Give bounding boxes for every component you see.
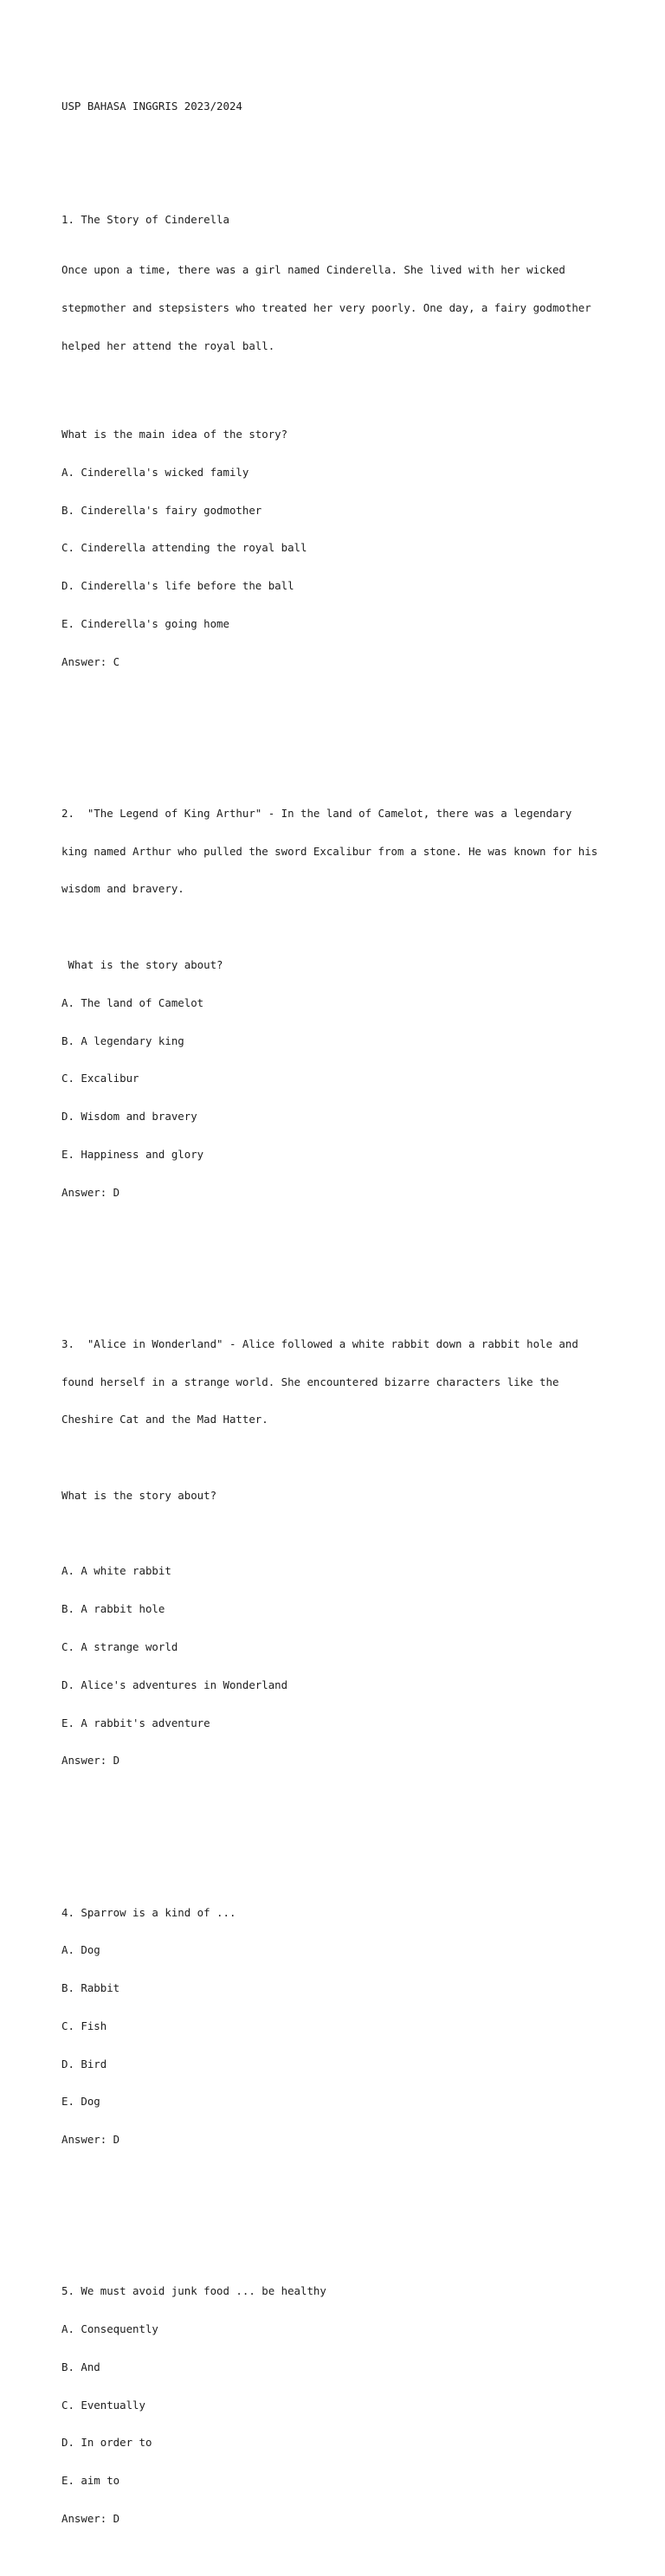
question-2-answer: Answer: D bbox=[61, 1185, 120, 1199]
question-1 bbox=[61, 189, 633, 694]
question-1-option-b: B. Cinderella's fairy godmother bbox=[61, 503, 262, 517]
question-4-option-d: D. Bird bbox=[61, 2057, 107, 2070]
question-4-prompt: 4. Sparrow is a kind of ... bbox=[61, 1905, 236, 1919]
question-1-option-a: A. Cinderella's wicked family bbox=[61, 465, 249, 479]
question-2-option-b: B. A legendary king bbox=[61, 1034, 184, 1047]
question-3-passage-line: Cheshire Cat and the Mad Hatter. bbox=[61, 1413, 268, 1426]
question-1-passage-line: helped her attend the royal ball. bbox=[61, 338, 275, 352]
question-1-answer: Answer: C bbox=[61, 654, 120, 668]
question-1-passage-line: Once upon a time, there was a girl named Cinderella. She lived with her wicked bbox=[61, 263, 565, 277]
question-3-passage-line: 3. "Alice in Wonderland" - Alice followed a white rabbit down a rabbit hole and bbox=[61, 1336, 578, 1350]
question-2-option-d: D. Wisdom and bravery bbox=[61, 1110, 197, 1124]
question-5-option-c: C. Eventually bbox=[61, 2398, 145, 2412]
document-page bbox=[61, 62, 633, 2576]
question-5-answer: Answer: D bbox=[61, 2512, 120, 2525]
question-5-option-b: B. And bbox=[61, 2360, 100, 2373]
question-4-option-b: B. Rabbit bbox=[61, 1981, 120, 1995]
question-3-option-b: B. A rabbit hole bbox=[61, 1602, 165, 1616]
question-4 bbox=[61, 1881, 633, 2172]
question-5 bbox=[61, 2260, 633, 2551]
question-2-option-e: E. Happiness and glory bbox=[61, 1147, 204, 1161]
document-title: USP BAHASA INGGRIS 2023/2024 bbox=[61, 99, 242, 113]
question-2-passage-line: king named Arthur who pulled the sword Excalibur from a stone. He was known for his bbox=[61, 844, 598, 858]
question-2-prompt: What is the story about? bbox=[61, 957, 223, 971]
question-1-option-e: E. Cinderella's going home bbox=[61, 616, 229, 630]
question-3-option-d: D. Alice's adventures in Wonderland bbox=[61, 1678, 288, 1691]
question-3 bbox=[61, 1313, 633, 1794]
question-3-prompt: What is the story about? bbox=[61, 1488, 217, 1502]
question-3-option-e: E. A rabbit's adventure bbox=[61, 1716, 210, 1729]
question-4-option-e: E. Dog bbox=[61, 2095, 100, 2109]
question-1-title: 1. The Story of Cinderella bbox=[61, 212, 229, 226]
question-1-passage-line: stepmother and stepsisters who treated her very poorly. One day, a fairy godmother bbox=[61, 301, 591, 315]
question-2-passage-line: wisdom and bravery. bbox=[61, 882, 184, 896]
question-4-option-c: C. Fish bbox=[61, 2019, 107, 2032]
question-4-option-a: A. Dog bbox=[61, 1943, 100, 1957]
question-3-option-a: A. A white rabbit bbox=[61, 1564, 171, 1578]
question-3-passage-line: found herself in a strange world. She encountered bizarre characters like the bbox=[61, 1375, 559, 1388]
question-4-answer: Answer: D bbox=[61, 2133, 120, 2147]
question-5-option-a: A. Consequently bbox=[61, 2322, 158, 2336]
question-2-option-a: A. The land of Camelot bbox=[61, 995, 204, 1009]
question-1-prompt: What is the main idea of the story? bbox=[61, 428, 288, 441]
question-5-prompt: 5. We must avoid junk food ... be healthy bbox=[61, 2284, 326, 2298]
question-1-option-c: C. Cinderella attending the royal ball bbox=[61, 541, 307, 555]
question-3-option-c: C. A strange world bbox=[61, 1640, 178, 1654]
question-1-option-d: D. Cinderella's life before the ball bbox=[61, 579, 294, 593]
question-2 bbox=[61, 782, 633, 1225]
question-2-option-c: C. Excalibur bbox=[61, 1072, 139, 1085]
question-5-option-d: D. In order to bbox=[61, 2436, 152, 2450]
question-2-passage-line: 2. "The Legend of King Arthur" - In the land of Camelot, there was a legendary bbox=[61, 806, 572, 820]
question-3-answer: Answer: D bbox=[61, 1754, 120, 1768]
question-5-option-e: E. aim to bbox=[61, 2474, 120, 2488]
